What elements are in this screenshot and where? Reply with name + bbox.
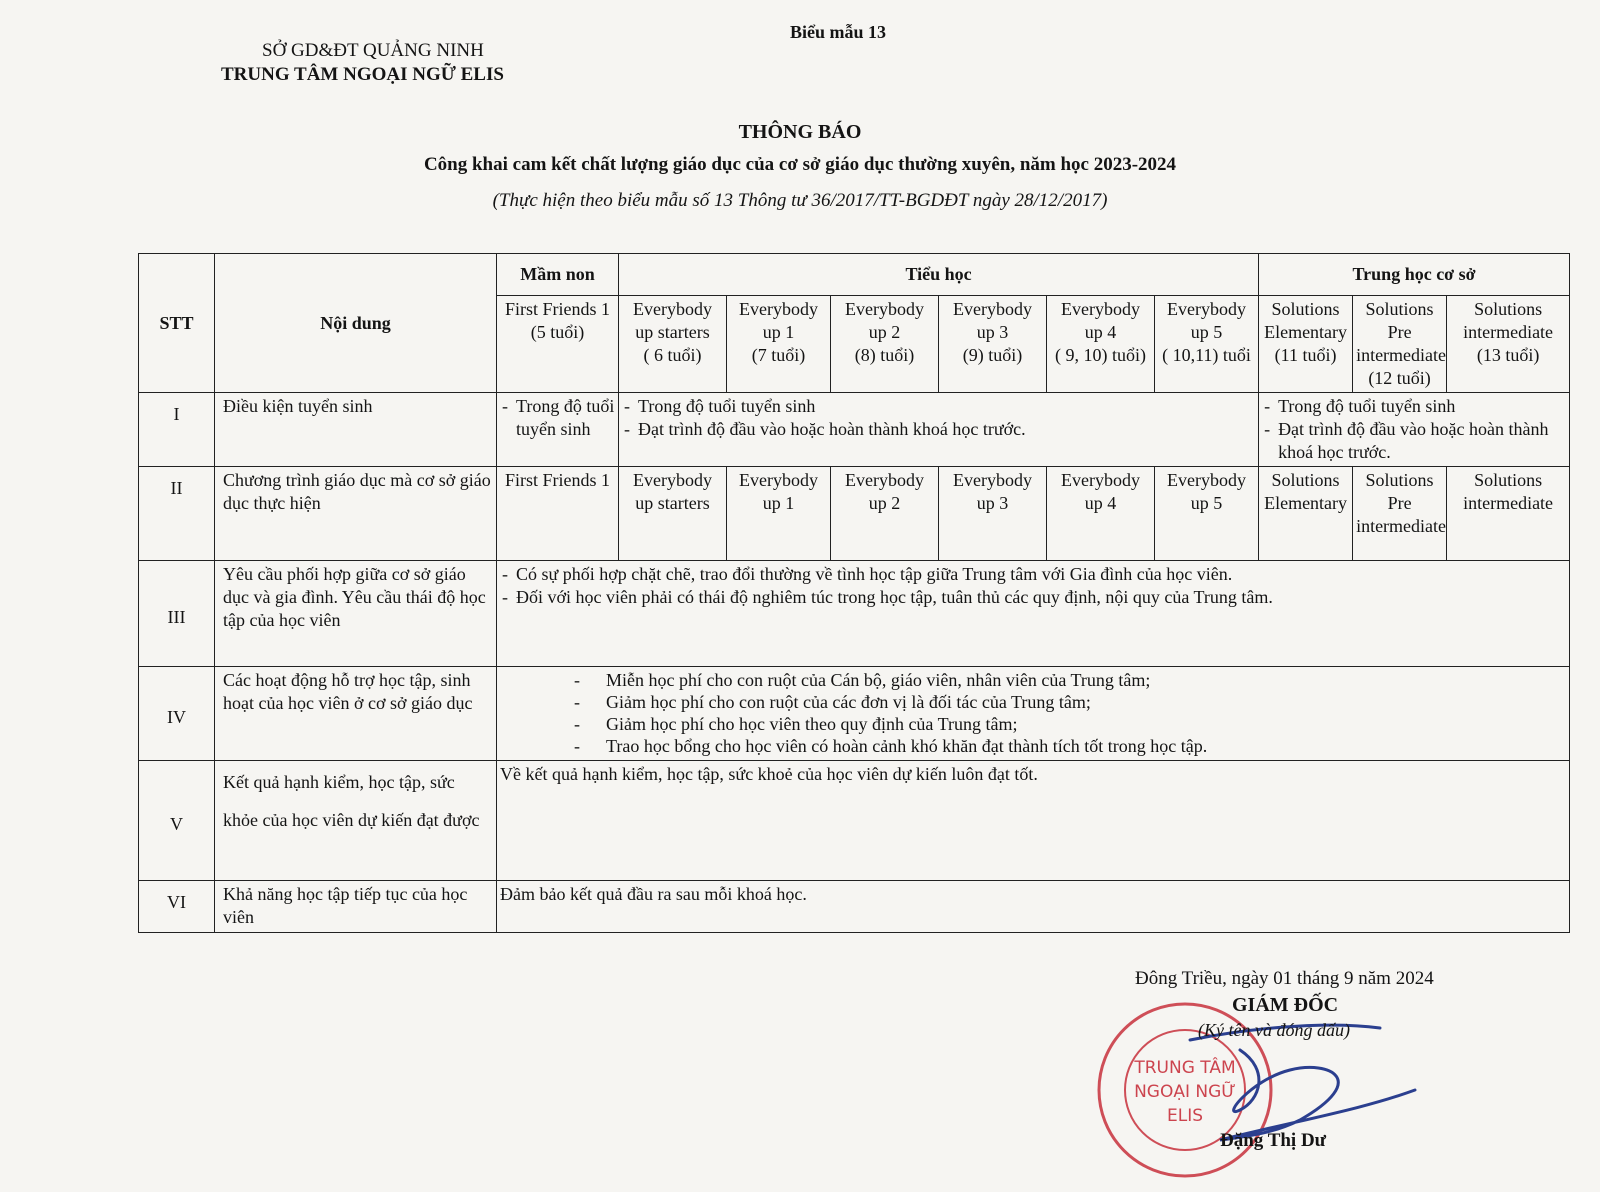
course-age: ( 10,11) tuổi [1162,345,1251,365]
list-item: - Trao học bổng cho học viên có hoàn cảnh khó khăn đạt thành tích tốt trong học tập. [570,735,1566,757]
course-header [939,296,1047,393]
course-name: Solutions Pre intermediate [1356,299,1447,365]
table-row-cooperation [139,561,1570,667]
program-cell: Solutions Elementary [1259,467,1353,561]
program-cell: Everybody up 5 [1155,467,1259,561]
list-item: - Trong độ tuổi tuyển sinh [622,395,1255,418]
stamp-line: ELIS [1166,1106,1204,1126]
program-cell: Everybody up 4 [1047,467,1155,561]
row-number: VI [139,881,215,933]
list-item: - Có sự phối hợp chặt chẽ, trao đổi thường về tình học tập giữa Trung tâm với Gia đình của học viên. [500,563,1566,586]
department-name: SỞ GD&ĐT QUẢNG NINH [262,40,484,61]
course-header [831,296,939,393]
stamp-line: NGOẠI NGỮ [1134,1082,1236,1102]
course-header [1353,296,1447,393]
stamp-line: TRUNG TÂM [1134,1058,1236,1078]
place-date: Đông Triều, ngày 01 tháng 9 năm 2024 [1135,968,1434,989]
row-number: IV [139,667,215,761]
center-name: TRUNG TÂM NGOẠI NGỮ ELIS [221,64,504,85]
table-row-support [139,667,1570,761]
header-primary: Tiểu học [619,254,1259,296]
program-cell: Solutions intermediate [1447,467,1570,561]
course-age: (12 tuổi) [1368,368,1431,388]
course-name: Solutions intermediate [1463,299,1554,342]
header-stt: STT [139,254,215,393]
row-number: V [139,761,215,881]
header-preschool: Mầm non [497,254,619,296]
director-title: GIÁM ĐỐC [1232,994,1339,1016]
course-age: (5 tuổi) [530,322,585,342]
course-header [1447,296,1570,393]
support-content [497,667,1570,761]
course-name: Everybody up 1 [739,299,818,342]
list-item: - Giảm học phí cho con ruột của các đơn vị là đối tác của Trung tâm; [570,691,1566,713]
course-age: (7 tuổi) [751,345,806,365]
course-name: Everybody up 3 [953,299,1032,342]
cooperation-content [497,561,1570,667]
course-name: Everybody up 5 [1167,299,1247,342]
continuation-content: Đảm bảo kết quả đầu ra sau mỗi khoá học. [497,881,1570,933]
row-number: II [139,467,215,561]
primary-admission [619,393,1259,467]
list-item: - Trong độ tuổi tuyển sinh [1262,395,1566,418]
header-secondary: Trung học cơ sở [1259,254,1570,296]
row-label: Điều kiện tuyển sinh [215,393,497,467]
row-label: Các hoạt động hỗ trợ học tập, sinh hoạt của học viên ở cơ sở giáo dục [215,667,497,761]
header-content: Nội dung [215,254,497,393]
course-age: (8) tuổi) [854,345,915,365]
row-label: Khả năng học tập tiếp tục của học viên [215,881,497,933]
program-cell: First Friends 1 [497,467,619,561]
program-cell: Everybody up 3 [939,467,1047,561]
sign-note: (Ký tên và đóng dấu) [1198,1020,1350,1040]
list-item: - Đạt trình độ đầu vào hoặc hoàn thành khoá học trước. [1262,418,1566,464]
director-name: Đặng Thị Dư [1220,1130,1327,1151]
course-header [619,296,727,393]
list-item: - Miễn học phí cho con ruột của Cán bộ, giáo viên, nhân viên của Trung tâm; [570,669,1566,691]
program-cell: Everybody up starters [619,467,727,561]
notice-basis: (Thực hiện theo biểu mẫu số 13 Thông tư 36/2017/TT-BGDĐT ngày 28/12/2017) [492,190,1108,211]
course-age: (11 tuổi) [1274,345,1337,365]
results-content: Về kết quả hạnh kiểm, học tập, sức khoẻ của học viên dự kiến luôn đạt tốt. [497,761,1570,881]
table-row-admission [139,393,1570,467]
list-item: - Đối với học viên phải có thái độ nghiêm túc trong học tập, tuân thủ các quy định, nội quy của Trung tâm. [500,586,1566,609]
course-age: ( 9, 10) tuổi) [1055,345,1146,365]
notice-subtitle: Công khai cam kết chất lượng giáo dục của cơ sở giáo dục thường xuyên, năm học 2023-2024 [423,154,1177,175]
course-age: ( 6 tuổi) [643,345,702,365]
program-cell: Everybody up 2 [831,467,939,561]
program-cell: Everybody up 1 [727,467,831,561]
row-number: III [139,561,215,667]
table-row-programs [139,467,1570,561]
list-item: - Trong độ tuổi tuyển sinh [500,395,615,441]
table-row-results [139,761,1570,881]
header-row-groups [139,254,1570,296]
course-header [497,296,619,393]
course-age: (13 tuổi) [1476,345,1540,365]
course-name: First Friends 1 [504,299,610,319]
secondary-admission [1259,393,1570,467]
row-label: Kết quả hạnh kiểm, học tập, sức khỏe của học viên dự kiến đạt được [215,761,497,881]
program-cell: Solutions Pre intermediate [1353,467,1447,561]
course-header [1047,296,1155,393]
list-item: - Đạt trình độ đầu vào hoặc hoàn thành khoá học trước. [622,418,1255,441]
course-age: (9) tuổi) [962,345,1023,365]
course-header [727,296,831,393]
course-header [1259,296,1353,393]
quality-commitment-table [138,253,1570,933]
row-label: Chương trình giáo dục mà cơ sở giáo dục thực hiện [215,467,497,561]
course-name: Everybody up 4 [1061,299,1140,342]
form-code: Biểu mẫu 13 [790,22,887,42]
course-name: Everybody up 2 [845,299,924,342]
list-item: - Giảm học phí cho học viên theo quy định của Trung tâm; [570,713,1566,735]
preschool-admission [497,393,619,467]
course-header [1155,296,1259,393]
row-number: I [139,393,215,467]
notice-title: THÔNG BÁO [738,121,862,143]
course-name: Solutions Elementary [1264,299,1348,342]
table-row-continuation [139,881,1570,933]
course-name: Everybody up starters [633,299,712,342]
row-label: Yêu cầu phối hợp giữa cơ sở giáo dục và gia đình. Yêu cầu thái độ học tập của học viên [215,561,497,667]
